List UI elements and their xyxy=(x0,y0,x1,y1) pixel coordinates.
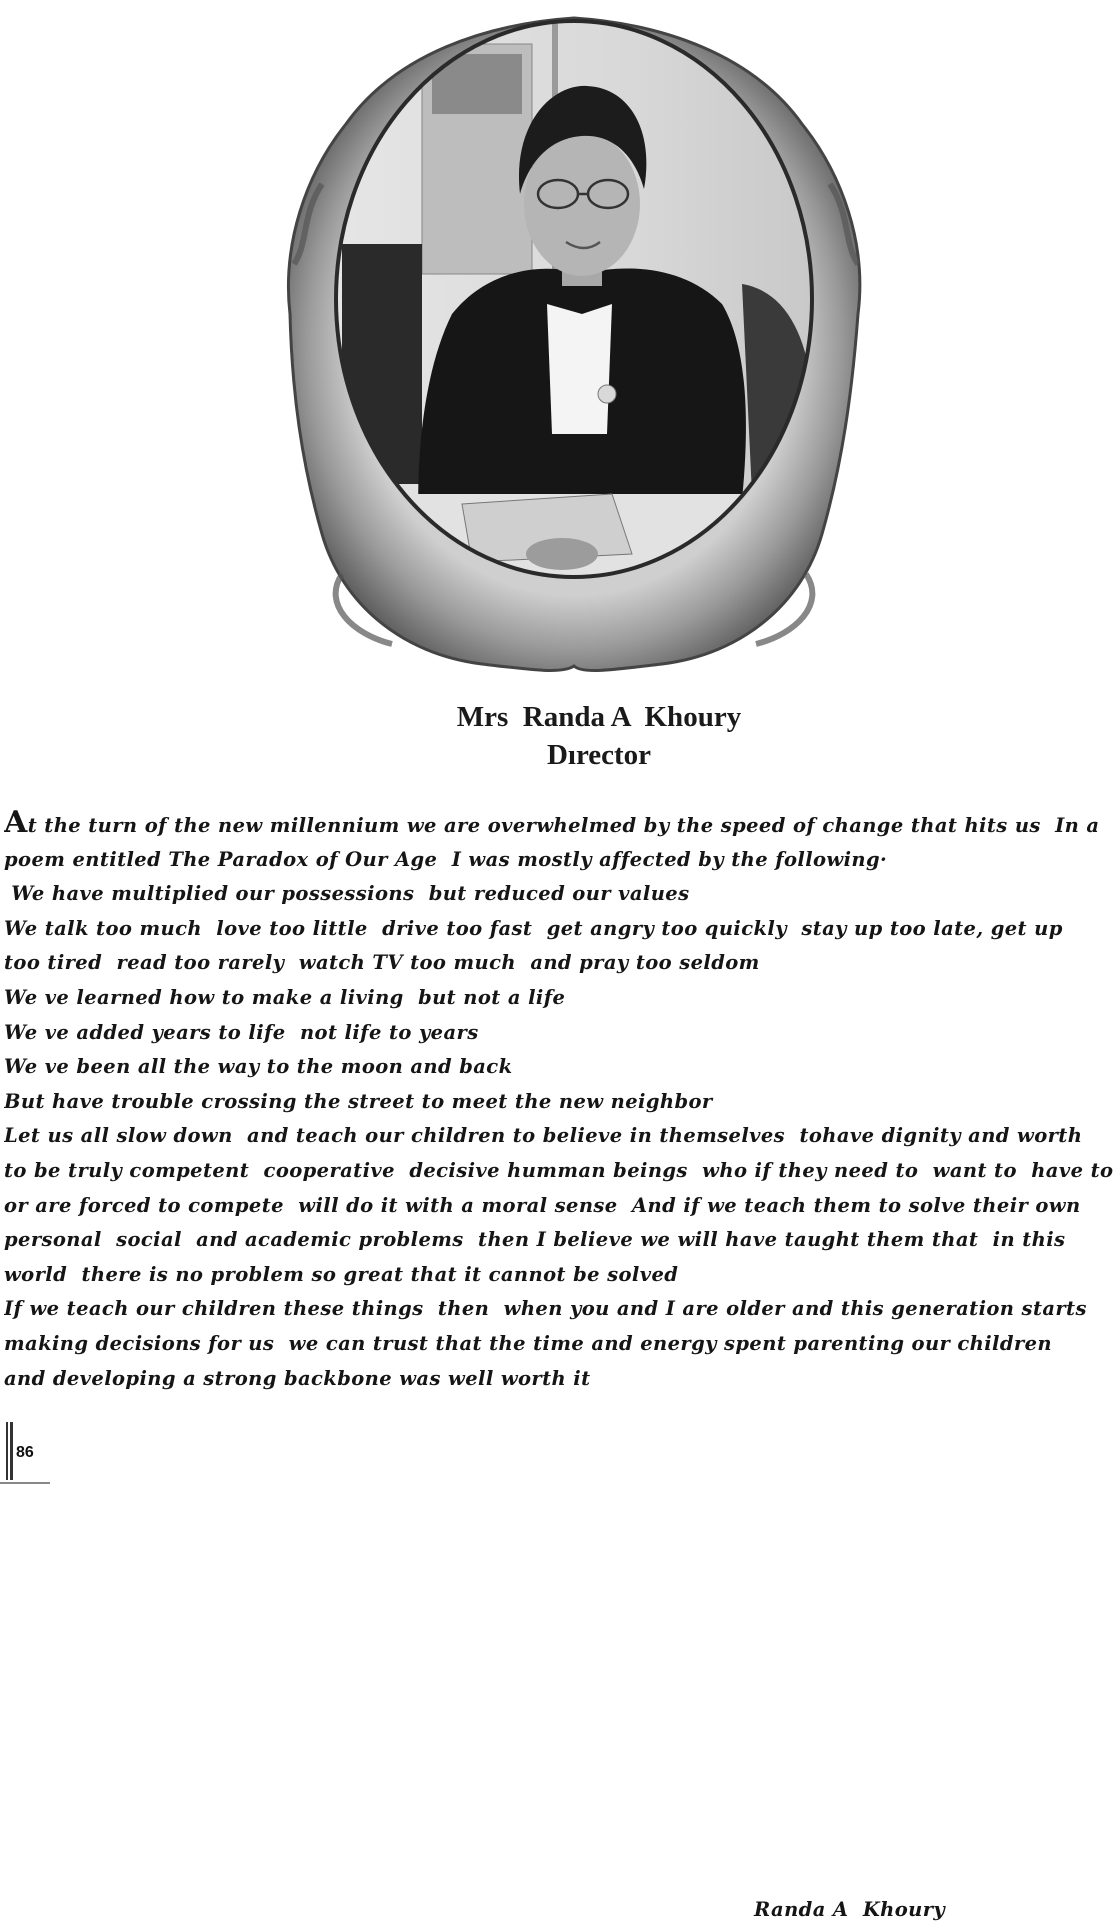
letter-line: We have multiplied our possessions but reduced our values xyxy=(4,882,690,906)
letter-line xyxy=(4,808,1118,843)
name-heading xyxy=(0,698,1118,774)
letter-line: and developing a strong backbone was well worth it xyxy=(4,1366,591,1390)
page-marker-underline xyxy=(0,1482,50,1484)
drop-cap: A xyxy=(4,808,28,840)
page-number: 86 xyxy=(16,1444,34,1461)
letter-line: We ve added years to life not life to years xyxy=(4,1020,479,1044)
letter-line: We ve learned how to make a living but not a life xyxy=(4,985,566,1009)
letter-line: poem entitled The Paradox of Our Age I was mostly affected by the following· xyxy=(4,847,888,871)
letter-line: to be truly competent cooperative decisive humman beings who if they need to want to have to xyxy=(4,1158,1114,1182)
letter-line: We talk too much love too little drive too fast get angry too quickly stay up too late, get up xyxy=(4,916,1063,940)
letter-line: making decisions for us we can trust that the time and energy spent parenting our children xyxy=(4,1331,1052,1355)
director-name: Mrs Randa A Khoury xyxy=(456,701,742,733)
letter-line: But have trouble crossing the street to meet the new neighbor xyxy=(4,1089,713,1113)
letter-line: We ve been all the way to the moon and back xyxy=(4,1055,513,1079)
director-title: Dırector xyxy=(546,739,652,771)
letter-line: too tired read too rarely watch TV too much and pray too seldom xyxy=(4,951,760,975)
letter-line: Let us all slow down and teach our children to believe in themselves tohave dignity and worth xyxy=(4,1124,1083,1148)
portrait-photo-icon xyxy=(282,14,866,674)
director-portrait xyxy=(282,14,866,674)
signature: Randa A Khoury xyxy=(754,1898,946,1921)
letter-line: If we teach our children these things then when you and I are older and this generation starts xyxy=(4,1297,1087,1321)
page-marker xyxy=(0,1418,60,1490)
page-marker-bar xyxy=(10,1422,13,1480)
page-marker-bar xyxy=(6,1422,8,1480)
letter-line: or are forced to compete will do it with a moral sense And if we teach them to solve their own xyxy=(4,1193,1081,1217)
letter-line: world there is no problem so great that it cannot be solved xyxy=(4,1262,679,1286)
letter-line: personal social and academic problems then I believe we will have taught them that in this xyxy=(4,1228,1066,1252)
letter-line-text: t the turn of the new millennium we are overwhelmed by the speed of change that hits us In a xyxy=(27,814,1100,837)
